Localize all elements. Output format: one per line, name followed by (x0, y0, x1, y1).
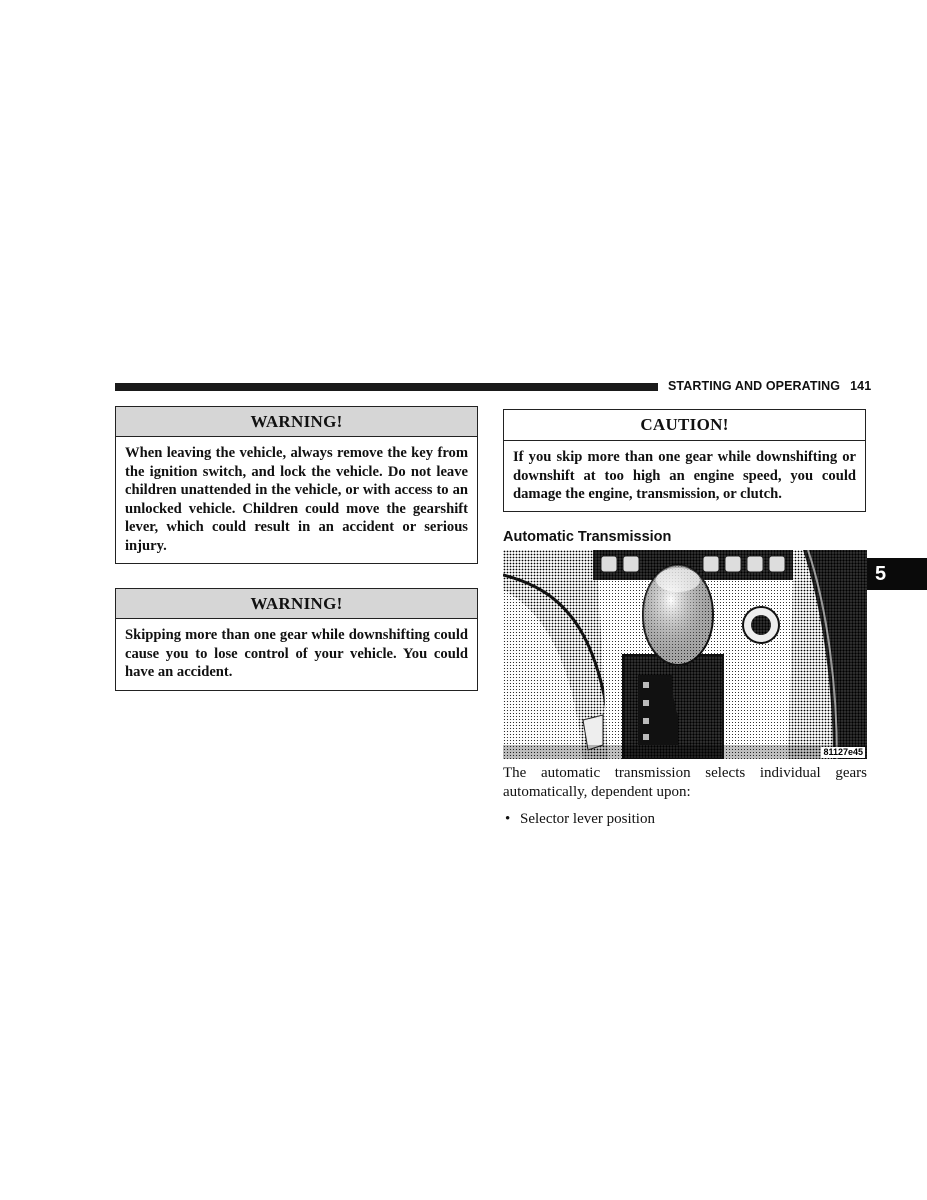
caution-title: CAUTION! (504, 410, 865, 441)
bullet-icon: • (505, 811, 511, 827)
caution-box (503, 409, 866, 512)
warning-title: WARNING! (116, 407, 477, 437)
section-title: STARTING AND OPERATING (668, 379, 841, 393)
warning-box (115, 588, 478, 691)
header-rule (115, 383, 658, 391)
running-header (668, 378, 871, 394)
warning-box (115, 406, 478, 564)
warning-text: Skipping more than one gear while downshifting could cause you to lose control of your vehicle. You could have an accident. (125, 627, 468, 680)
chapter-tab: 5 (867, 558, 927, 590)
image-reference-code: 81127e45 (823, 747, 863, 757)
list-item-text: Selector lever position (520, 811, 655, 827)
list-item (505, 810, 655, 829)
page-number: 141 (850, 379, 872, 393)
gear-selector-photo (503, 550, 867, 759)
section-heading: Automatic Transmission (503, 529, 672, 545)
body-paragraph: The automatic transmission selects individual gears automatically, dependent upon: (503, 765, 867, 800)
warning-title: WARNING! (116, 589, 477, 619)
warning-text: When leaving the vehicle, always remove the key from the ignition switch, and lock the vehicle. Do not leave children unattended in the vehicle, or with access to an unlocked vehicle. Children could move the gearshift lever, which could result in an accident or serious injury. (125, 445, 468, 554)
caution-text: If you skip more than one gear while downshifting or downshift at too high an engine speed, you could damage the engine, transmission, or clutch. (513, 449, 856, 502)
